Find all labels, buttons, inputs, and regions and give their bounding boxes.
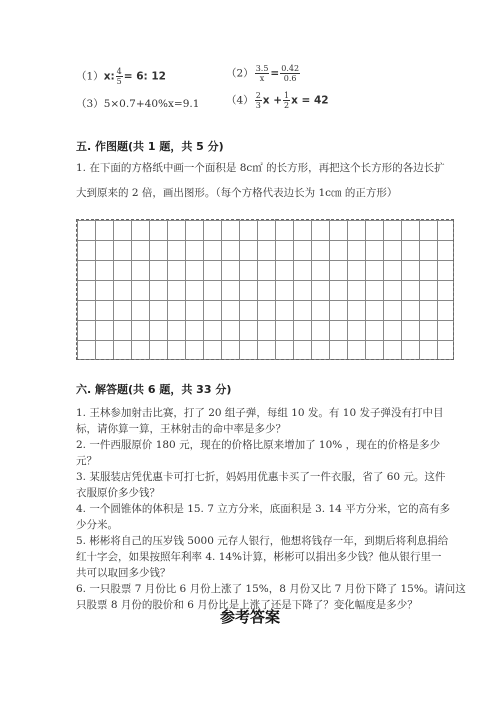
question-line: 红十字会，如果按照年利率 4. 14%计算，彬彬可以捐出多少钱？他从银行里一 bbox=[76, 551, 442, 563]
equation-label: （4） bbox=[226, 94, 254, 107]
fraction bbox=[280, 64, 300, 83]
equation-label: （3） bbox=[76, 98, 104, 110]
question-line: 4. 一个圆锥体的体积是 15. 7 立方分米，底面积是 3. 14 平方分米，它的高有多 bbox=[76, 503, 451, 515]
fraction-numerator: 4 bbox=[116, 67, 122, 76]
question-line: 少分米。 bbox=[76, 519, 118, 531]
question-line: 5. 彬彬将自己的压岁钱 5000 元存人银行，他想将钱存一年，到期后将利息捐给 bbox=[76, 535, 449, 547]
fraction-numerator: 2 bbox=[255, 91, 261, 100]
fraction-denominator: 2 bbox=[284, 101, 290, 110]
question-line: 6. 一只股票 7 月份比 6 月份上涨了 15%，8 月份又比 7 月份下降了 15%。请问这 bbox=[76, 583, 466, 595]
section-6-title: 六. 解答题(共 6 题，共 33 分) bbox=[76, 383, 232, 396]
question-line: 1. 在下面的方格纸中画一个面积是 8c㎡ 的长方形，再把这个长方形的各边长扩 bbox=[76, 162, 445, 174]
equation-4 bbox=[226, 91, 329, 110]
equation-term: x: bbox=[103, 70, 115, 83]
fraction bbox=[116, 67, 123, 86]
fraction-denominator: 5 bbox=[116, 77, 122, 86]
equation-2 bbox=[226, 64, 301, 83]
equation-3 bbox=[76, 96, 199, 111]
question-line: 元？ bbox=[76, 455, 97, 467]
question-line: 3. 某服装店凭优惠卡可打七折，妈妈用优惠卡买了一件衣服，省了 60 元。这件 bbox=[76, 471, 446, 483]
question-line: 衣服原价多少钱？ bbox=[76, 487, 160, 499]
section-6-questions bbox=[76, 405, 476, 613]
equation-term: = bbox=[270, 67, 280, 80]
fraction-denominator: 3 bbox=[255, 101, 261, 110]
fraction bbox=[255, 64, 270, 83]
section-5-title: 五. 作图题(共 1 题，共 5 分) bbox=[76, 140, 224, 153]
equation-term: 5×0.7+40%x=9.1 bbox=[103, 98, 200, 110]
question-line: 1. 王林参加射击比赛，打了 20 组子弹，每组 10 发。有 10 发子弹没有打中目 bbox=[76, 407, 444, 419]
equation-label: （1） bbox=[76, 70, 104, 83]
question-line: 共可以取回多少钱？ bbox=[76, 567, 171, 579]
fraction-numerator: 0.42 bbox=[281, 64, 300, 73]
question-line: 标，请你算一算，王林射击的命中率是多少？ bbox=[76, 423, 286, 435]
drawing-grid[interactable] bbox=[76, 219, 454, 360]
fraction-numerator: 1 bbox=[284, 91, 290, 100]
fraction-denominator: x bbox=[259, 74, 265, 83]
question-line: 只股票 8 月份的股价和 6 月份比是上涨了还是下降了？变化幅度是多少？ bbox=[76, 599, 418, 611]
fraction bbox=[255, 91, 262, 110]
question-line: 2. 一件西服原价 180 元，现在的价格比原来增加了 10% ，现在的价格是多少 bbox=[76, 439, 441, 451]
equation-label: （2） bbox=[226, 67, 254, 80]
answers-title: 参考答案 bbox=[219, 608, 280, 626]
fraction bbox=[283, 91, 290, 110]
fraction-denominator: 0.6 bbox=[283, 74, 297, 83]
equation-term: = 6: 12 bbox=[123, 70, 166, 83]
fraction-numerator: 3.5 bbox=[255, 64, 269, 73]
equation-term: x = 42 bbox=[291, 94, 329, 107]
question-line: 大到原来的 2 倍，画出图形。（每个方格代表边长为 1c㎝ 的正方形） bbox=[76, 187, 398, 199]
equation-1 bbox=[76, 67, 166, 86]
section-5-question bbox=[76, 160, 476, 201]
equation-term: x + bbox=[262, 94, 283, 107]
